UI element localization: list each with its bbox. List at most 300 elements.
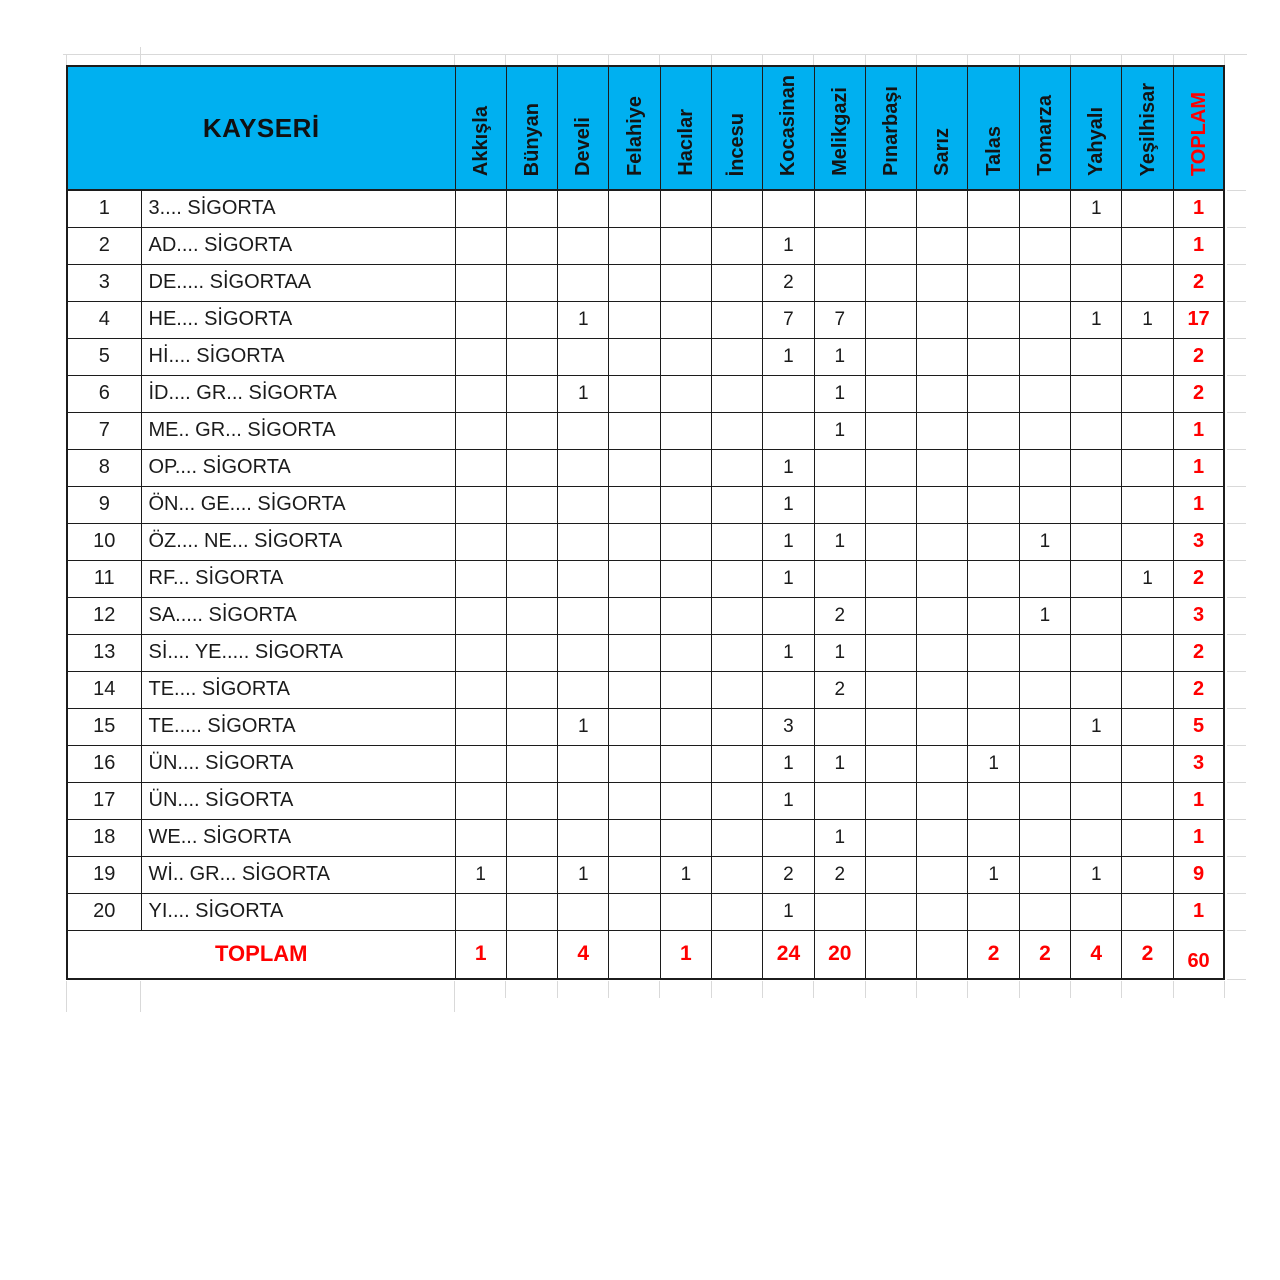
district-value-cell[interactable] xyxy=(1122,338,1173,375)
row-total-cell[interactable]: 5 xyxy=(1173,708,1224,745)
district-value-cell[interactable] xyxy=(558,597,609,634)
district-value-cell[interactable] xyxy=(1019,819,1070,856)
district-value-cell[interactable] xyxy=(609,560,660,597)
district-value-cell[interactable]: 1 xyxy=(1071,708,1122,745)
district-value-cell[interactable] xyxy=(968,227,1019,264)
district-value-cell[interactable] xyxy=(814,449,865,486)
row-number-cell[interactable]: 2 xyxy=(67,227,141,264)
district-value-cell[interactable] xyxy=(1071,819,1122,856)
district-value-cell[interactable]: 1 xyxy=(968,856,1019,893)
company-name-cell[interactable]: YI.... SİGORTA xyxy=(141,893,455,930)
grand-total-cell[interactable]: 60 xyxy=(1173,930,1224,979)
district-value-cell[interactable] xyxy=(1071,375,1122,412)
district-value-cell[interactable] xyxy=(865,819,916,856)
district-value-cell[interactable] xyxy=(1071,560,1122,597)
district-value-cell[interactable] xyxy=(1122,893,1173,930)
district-value-cell[interactable] xyxy=(455,708,506,745)
district-value-cell[interactable] xyxy=(609,227,660,264)
company-name-cell[interactable]: Hİ.... SİGORTA xyxy=(141,338,455,375)
district-value-cell[interactable] xyxy=(968,375,1019,412)
district-value-cell[interactable] xyxy=(558,893,609,930)
district-value-cell[interactable] xyxy=(814,708,865,745)
district-value-cell[interactable] xyxy=(968,597,1019,634)
district-value-cell[interactable]: 2 xyxy=(814,856,865,893)
district-value-cell[interactable] xyxy=(1071,597,1122,634)
column-header-cell[interactable] xyxy=(865,66,916,190)
district-value-cell[interactable] xyxy=(712,597,763,634)
district-value-cell[interactable] xyxy=(1122,819,1173,856)
column-total-cell[interactable]: 2 xyxy=(1019,930,1070,979)
district-value-cell[interactable] xyxy=(660,449,711,486)
row-number-cell[interactable]: 1 xyxy=(67,190,141,227)
district-value-cell[interactable] xyxy=(712,227,763,264)
district-value-cell[interactable] xyxy=(558,560,609,597)
row-number-cell[interactable]: 17 xyxy=(67,782,141,819)
district-value-cell[interactable]: 1 xyxy=(968,745,1019,782)
company-name-cell[interactable]: TE.... SİGORTA xyxy=(141,671,455,708)
district-value-cell[interactable] xyxy=(1019,449,1070,486)
district-value-cell[interactable]: 1 xyxy=(763,634,814,671)
district-value-cell[interactable] xyxy=(712,560,763,597)
district-value-cell[interactable] xyxy=(917,597,968,634)
district-value-cell[interactable] xyxy=(455,449,506,486)
district-value-cell[interactable]: 1 xyxy=(814,634,865,671)
district-value-cell[interactable] xyxy=(763,412,814,449)
district-value-cell[interactable] xyxy=(506,227,557,264)
row-total-cell[interactable]: 1 xyxy=(1173,782,1224,819)
district-value-cell[interactable] xyxy=(1071,782,1122,819)
district-value-cell[interactable] xyxy=(660,227,711,264)
column-header-cell[interactable] xyxy=(917,66,968,190)
column-header-cell[interactable] xyxy=(968,66,1019,190)
district-value-cell[interactable] xyxy=(1019,893,1070,930)
district-value-cell[interactable] xyxy=(712,486,763,523)
district-value-cell[interactable] xyxy=(968,819,1019,856)
district-value-cell[interactable] xyxy=(455,375,506,412)
district-value-cell[interactable] xyxy=(1122,782,1173,819)
district-value-cell[interactable] xyxy=(917,634,968,671)
company-name-cell[interactable]: ÜN.... SİGORTA xyxy=(141,745,455,782)
row-number-cell[interactable]: 10 xyxy=(67,523,141,560)
district-value-cell[interactable] xyxy=(660,671,711,708)
district-value-cell[interactable] xyxy=(968,523,1019,560)
district-value-cell[interactable]: 2 xyxy=(814,597,865,634)
row-total-cell[interactable]: 1 xyxy=(1173,893,1224,930)
district-value-cell[interactable] xyxy=(917,745,968,782)
district-value-cell[interactable] xyxy=(1071,264,1122,301)
district-value-cell[interactable] xyxy=(865,412,916,449)
district-value-cell[interactable]: 2 xyxy=(814,671,865,708)
district-value-cell[interactable] xyxy=(917,264,968,301)
company-name-cell[interactable]: SA..... SİGORTA xyxy=(141,597,455,634)
district-value-cell[interactable] xyxy=(1122,671,1173,708)
column-total-cell[interactable] xyxy=(506,930,557,979)
company-name-cell[interactable]: AD.... SİGORTA xyxy=(141,227,455,264)
district-value-cell[interactable] xyxy=(455,634,506,671)
row-number-cell[interactable]: 5 xyxy=(67,338,141,375)
district-value-cell[interactable] xyxy=(712,523,763,560)
row-total-cell[interactable]: 3 xyxy=(1173,523,1224,560)
district-value-cell[interactable]: 1 xyxy=(1122,301,1173,338)
company-name-cell[interactable]: ÖZ.... NE... SİGORTA xyxy=(141,523,455,560)
district-value-cell[interactable] xyxy=(660,819,711,856)
district-value-cell[interactable] xyxy=(558,190,609,227)
district-value-cell[interactable] xyxy=(660,523,711,560)
district-value-cell[interactable] xyxy=(917,486,968,523)
district-value-cell[interactable] xyxy=(455,819,506,856)
district-value-cell[interactable] xyxy=(660,893,711,930)
district-value-cell[interactable] xyxy=(917,523,968,560)
district-value-cell[interactable] xyxy=(506,745,557,782)
district-value-cell[interactable] xyxy=(455,782,506,819)
district-value-cell[interactable]: 1 xyxy=(1071,301,1122,338)
district-value-cell[interactable] xyxy=(506,412,557,449)
district-value-cell[interactable] xyxy=(712,708,763,745)
company-name-cell[interactable]: HE.... SİGORTA xyxy=(141,301,455,338)
district-value-cell[interactable] xyxy=(865,745,916,782)
district-value-cell[interactable] xyxy=(968,190,1019,227)
district-value-cell[interactable] xyxy=(1019,412,1070,449)
district-value-cell[interactable] xyxy=(917,449,968,486)
district-value-cell[interactable] xyxy=(660,190,711,227)
district-value-cell[interactable] xyxy=(865,856,916,893)
district-value-cell[interactable]: 1 xyxy=(1019,523,1070,560)
district-value-cell[interactable] xyxy=(455,486,506,523)
district-value-cell[interactable] xyxy=(1071,523,1122,560)
district-value-cell[interactable] xyxy=(506,523,557,560)
district-value-cell[interactable] xyxy=(968,634,1019,671)
district-value-cell[interactable] xyxy=(968,708,1019,745)
company-name-cell[interactable]: İD.... GR... SİGORTA xyxy=(141,375,455,412)
district-value-cell[interactable] xyxy=(1019,634,1070,671)
district-value-cell[interactable] xyxy=(558,227,609,264)
district-value-cell[interactable]: 1 xyxy=(660,856,711,893)
district-value-cell[interactable] xyxy=(660,301,711,338)
district-value-cell[interactable] xyxy=(1071,745,1122,782)
district-value-cell[interactable] xyxy=(506,375,557,412)
district-value-cell[interactable] xyxy=(968,449,1019,486)
district-value-cell[interactable] xyxy=(968,412,1019,449)
row-number-cell[interactable]: 9 xyxy=(67,486,141,523)
district-value-cell[interactable] xyxy=(712,301,763,338)
district-value-cell[interactable] xyxy=(865,227,916,264)
row-total-cell[interactable]: 1 xyxy=(1173,190,1224,227)
district-value-cell[interactable] xyxy=(917,671,968,708)
district-value-cell[interactable] xyxy=(1122,597,1173,634)
company-name-cell[interactable]: RF... SİGORTA xyxy=(141,560,455,597)
district-value-cell[interactable] xyxy=(506,560,557,597)
district-value-cell[interactable] xyxy=(609,745,660,782)
district-value-cell[interactable]: 2 xyxy=(763,856,814,893)
district-value-cell[interactable] xyxy=(506,338,557,375)
district-value-cell[interactable] xyxy=(1071,338,1122,375)
district-value-cell[interactable] xyxy=(609,782,660,819)
district-value-cell[interactable] xyxy=(609,449,660,486)
district-value-cell[interactable] xyxy=(455,597,506,634)
district-value-cell[interactable]: 7 xyxy=(763,301,814,338)
district-value-cell[interactable] xyxy=(712,338,763,375)
row-number-cell[interactable]: 6 xyxy=(67,375,141,412)
district-value-cell[interactable] xyxy=(814,560,865,597)
district-value-cell[interactable] xyxy=(763,190,814,227)
district-value-cell[interactable] xyxy=(1071,486,1122,523)
district-value-cell[interactable] xyxy=(455,523,506,560)
district-value-cell[interactable] xyxy=(1071,227,1122,264)
district-value-cell[interactable] xyxy=(558,486,609,523)
district-value-cell[interactable] xyxy=(1019,264,1070,301)
district-value-cell[interactable] xyxy=(1019,301,1070,338)
district-value-cell[interactable]: 1 xyxy=(558,375,609,412)
district-value-cell[interactable] xyxy=(609,893,660,930)
district-value-cell[interactable] xyxy=(865,190,916,227)
district-value-cell[interactable] xyxy=(506,264,557,301)
district-value-cell[interactable] xyxy=(917,708,968,745)
row-number-cell[interactable]: 12 xyxy=(67,597,141,634)
district-value-cell[interactable] xyxy=(660,264,711,301)
district-value-cell[interactable] xyxy=(558,745,609,782)
district-value-cell[interactable] xyxy=(865,486,916,523)
column-header-cell[interactable] xyxy=(712,66,763,190)
row-total-cell[interactable]: 1 xyxy=(1173,819,1224,856)
district-value-cell[interactable] xyxy=(1122,523,1173,560)
column-header-cell[interactable] xyxy=(1122,66,1173,190)
column-header-cell[interactable] xyxy=(609,66,660,190)
district-value-cell[interactable] xyxy=(506,893,557,930)
district-value-cell[interactable]: 1 xyxy=(1019,597,1070,634)
district-value-cell[interactable] xyxy=(455,264,506,301)
district-value-cell[interactable] xyxy=(865,375,916,412)
company-name-cell[interactable]: Wİ.. GR... SİGORTA xyxy=(141,856,455,893)
district-value-cell[interactable] xyxy=(1019,671,1070,708)
company-name-cell[interactable]: ÜN.... SİGORTA xyxy=(141,782,455,819)
district-value-cell[interactable] xyxy=(814,264,865,301)
district-value-cell[interactable] xyxy=(558,412,609,449)
district-value-cell[interactable] xyxy=(1019,745,1070,782)
district-value-cell[interactable] xyxy=(917,819,968,856)
row-number-cell[interactable]: 15 xyxy=(67,708,141,745)
column-total-cell[interactable]: 4 xyxy=(558,930,609,979)
district-value-cell[interactable] xyxy=(865,782,916,819)
district-value-cell[interactable] xyxy=(712,412,763,449)
district-value-cell[interactable] xyxy=(660,486,711,523)
district-value-cell[interactable] xyxy=(1122,190,1173,227)
district-value-cell[interactable]: 1 xyxy=(763,782,814,819)
company-name-cell[interactable]: DE..... SİGORTAA xyxy=(141,264,455,301)
row-total-cell[interactable]: 1 xyxy=(1173,412,1224,449)
district-value-cell[interactable] xyxy=(455,190,506,227)
district-value-cell[interactable] xyxy=(917,412,968,449)
district-value-cell[interactable] xyxy=(865,264,916,301)
district-value-cell[interactable] xyxy=(865,338,916,375)
district-value-cell[interactable] xyxy=(660,634,711,671)
row-number-cell[interactable]: 16 xyxy=(67,745,141,782)
district-value-cell[interactable] xyxy=(814,782,865,819)
district-value-cell[interactable] xyxy=(712,819,763,856)
district-value-cell[interactable] xyxy=(1122,708,1173,745)
district-value-cell[interactable] xyxy=(558,264,609,301)
column-total-cell[interactable]: 20 xyxy=(814,930,865,979)
district-value-cell[interactable] xyxy=(660,560,711,597)
district-value-cell[interactable] xyxy=(865,708,916,745)
company-name-cell[interactable]: ME.. GR... SİGORTA xyxy=(141,412,455,449)
district-value-cell[interactable] xyxy=(968,264,1019,301)
district-value-cell[interactable]: 1 xyxy=(455,856,506,893)
row-total-cell[interactable]: 2 xyxy=(1173,264,1224,301)
district-value-cell[interactable] xyxy=(1071,893,1122,930)
district-value-cell[interactable] xyxy=(865,671,916,708)
district-value-cell[interactable] xyxy=(1019,338,1070,375)
district-value-cell[interactable]: 1 xyxy=(814,338,865,375)
district-value-cell[interactable] xyxy=(455,893,506,930)
district-value-cell[interactable] xyxy=(609,375,660,412)
district-value-cell[interactable] xyxy=(455,560,506,597)
district-value-cell[interactable] xyxy=(506,671,557,708)
row-total-cell[interactable]: 1 xyxy=(1173,486,1224,523)
district-value-cell[interactable] xyxy=(1122,227,1173,264)
district-value-cell[interactable] xyxy=(865,634,916,671)
district-value-cell[interactable] xyxy=(506,301,557,338)
row-number-cell[interactable]: 7 xyxy=(67,412,141,449)
district-value-cell[interactable]: 1 xyxy=(558,856,609,893)
district-value-cell[interactable]: 1 xyxy=(763,486,814,523)
district-value-cell[interactable] xyxy=(455,227,506,264)
column-total-cell[interactable] xyxy=(712,930,763,979)
row-total-cell[interactable]: 9 xyxy=(1173,856,1224,893)
row-total-cell[interactable]: 1 xyxy=(1173,227,1224,264)
district-value-cell[interactable] xyxy=(763,819,814,856)
row-total-cell[interactable]: 3 xyxy=(1173,745,1224,782)
district-value-cell[interactable] xyxy=(917,227,968,264)
district-value-cell[interactable] xyxy=(1071,449,1122,486)
row-number-cell[interactable]: 18 xyxy=(67,819,141,856)
district-value-cell[interactable] xyxy=(1122,745,1173,782)
column-total-cell[interactable] xyxy=(865,930,916,979)
company-name-cell[interactable]: TE..... SİGORTA xyxy=(141,708,455,745)
district-value-cell[interactable] xyxy=(609,301,660,338)
district-value-cell[interactable] xyxy=(1019,227,1070,264)
district-value-cell[interactable] xyxy=(814,227,865,264)
district-value-cell[interactable] xyxy=(1122,449,1173,486)
district-value-cell[interactable] xyxy=(712,375,763,412)
district-value-cell[interactable] xyxy=(660,708,711,745)
district-value-cell[interactable] xyxy=(712,893,763,930)
district-value-cell[interactable] xyxy=(1122,486,1173,523)
district-value-cell[interactable]: 7 xyxy=(814,301,865,338)
row-total-cell[interactable]: 17 xyxy=(1173,301,1224,338)
district-value-cell[interactable] xyxy=(763,597,814,634)
row-total-cell[interactable]: 2 xyxy=(1173,338,1224,375)
district-value-cell[interactable]: 1 xyxy=(763,560,814,597)
district-value-cell[interactable]: 1 xyxy=(814,375,865,412)
district-value-cell[interactable] xyxy=(1122,634,1173,671)
district-value-cell[interactable] xyxy=(558,523,609,560)
district-value-cell[interactable] xyxy=(609,338,660,375)
company-name-cell[interactable]: OP.... SİGORTA xyxy=(141,449,455,486)
district-value-cell[interactable] xyxy=(865,301,916,338)
district-value-cell[interactable] xyxy=(455,745,506,782)
column-header-cell[interactable] xyxy=(1019,66,1070,190)
district-value-cell[interactable] xyxy=(1019,856,1070,893)
column-header-cell[interactable] xyxy=(814,66,865,190)
district-value-cell[interactable] xyxy=(660,597,711,634)
district-value-cell[interactable] xyxy=(1019,190,1070,227)
row-number-cell[interactable]: 4 xyxy=(67,301,141,338)
district-value-cell[interactable]: 1 xyxy=(814,819,865,856)
district-value-cell[interactable] xyxy=(712,782,763,819)
district-value-cell[interactable] xyxy=(1019,708,1070,745)
total-row-label-cell[interactable] xyxy=(67,930,455,979)
district-value-cell[interactable] xyxy=(455,301,506,338)
district-value-cell[interactable] xyxy=(506,856,557,893)
column-header-cell[interactable] xyxy=(506,66,557,190)
district-value-cell[interactable] xyxy=(1071,634,1122,671)
district-value-cell[interactable] xyxy=(455,412,506,449)
table-title-cell[interactable] xyxy=(67,66,455,190)
district-value-cell[interactable]: 2 xyxy=(763,264,814,301)
column-total-cell[interactable] xyxy=(917,930,968,979)
row-total-cell[interactable]: 2 xyxy=(1173,560,1224,597)
row-number-cell[interactable]: 19 xyxy=(67,856,141,893)
district-value-cell[interactable] xyxy=(968,486,1019,523)
district-value-cell[interactable] xyxy=(506,449,557,486)
district-value-cell[interactable] xyxy=(763,671,814,708)
row-number-cell[interactable]: 20 xyxy=(67,893,141,930)
district-value-cell[interactable]: 1 xyxy=(763,227,814,264)
district-value-cell[interactable] xyxy=(917,893,968,930)
district-value-cell[interactable] xyxy=(917,560,968,597)
district-value-cell[interactable] xyxy=(558,634,609,671)
column-total-cell[interactable] xyxy=(609,930,660,979)
district-value-cell[interactable]: 1 xyxy=(558,708,609,745)
district-value-cell[interactable]: 1 xyxy=(814,745,865,782)
district-value-cell[interactable]: 3 xyxy=(763,708,814,745)
company-name-cell[interactable]: 3.... SİGORTA xyxy=(141,190,455,227)
district-value-cell[interactable] xyxy=(455,338,506,375)
district-value-cell[interactable] xyxy=(660,745,711,782)
district-value-cell[interactable] xyxy=(609,412,660,449)
district-value-cell[interactable] xyxy=(506,634,557,671)
district-value-cell[interactable] xyxy=(917,190,968,227)
district-value-cell[interactable] xyxy=(558,449,609,486)
district-value-cell[interactable]: 1 xyxy=(763,745,814,782)
district-value-cell[interactable] xyxy=(865,560,916,597)
district-value-cell[interactable] xyxy=(1071,671,1122,708)
row-total-cell[interactable]: 2 xyxy=(1173,671,1224,708)
district-value-cell[interactable]: 1 xyxy=(763,523,814,560)
district-value-cell[interactable] xyxy=(712,264,763,301)
district-value-cell[interactable] xyxy=(558,782,609,819)
district-value-cell[interactable] xyxy=(763,375,814,412)
district-value-cell[interactable] xyxy=(865,449,916,486)
district-value-cell[interactable] xyxy=(814,486,865,523)
column-total-cell[interactable]: 2 xyxy=(968,930,1019,979)
district-value-cell[interactable] xyxy=(917,301,968,338)
column-header-cell[interactable] xyxy=(558,66,609,190)
column-total-cell[interactable]: 2 xyxy=(1122,930,1173,979)
district-value-cell[interactable] xyxy=(1122,264,1173,301)
district-value-cell[interactable] xyxy=(917,856,968,893)
district-value-cell[interactable] xyxy=(558,671,609,708)
district-value-cell[interactable] xyxy=(609,819,660,856)
column-header-cell[interactable] xyxy=(763,66,814,190)
district-value-cell[interactable] xyxy=(1122,412,1173,449)
district-value-cell[interactable] xyxy=(712,745,763,782)
district-value-cell[interactable]: 1 xyxy=(1122,560,1173,597)
district-value-cell[interactable] xyxy=(712,449,763,486)
district-value-cell[interactable] xyxy=(712,856,763,893)
district-value-cell[interactable] xyxy=(1019,486,1070,523)
district-value-cell[interactable] xyxy=(660,338,711,375)
